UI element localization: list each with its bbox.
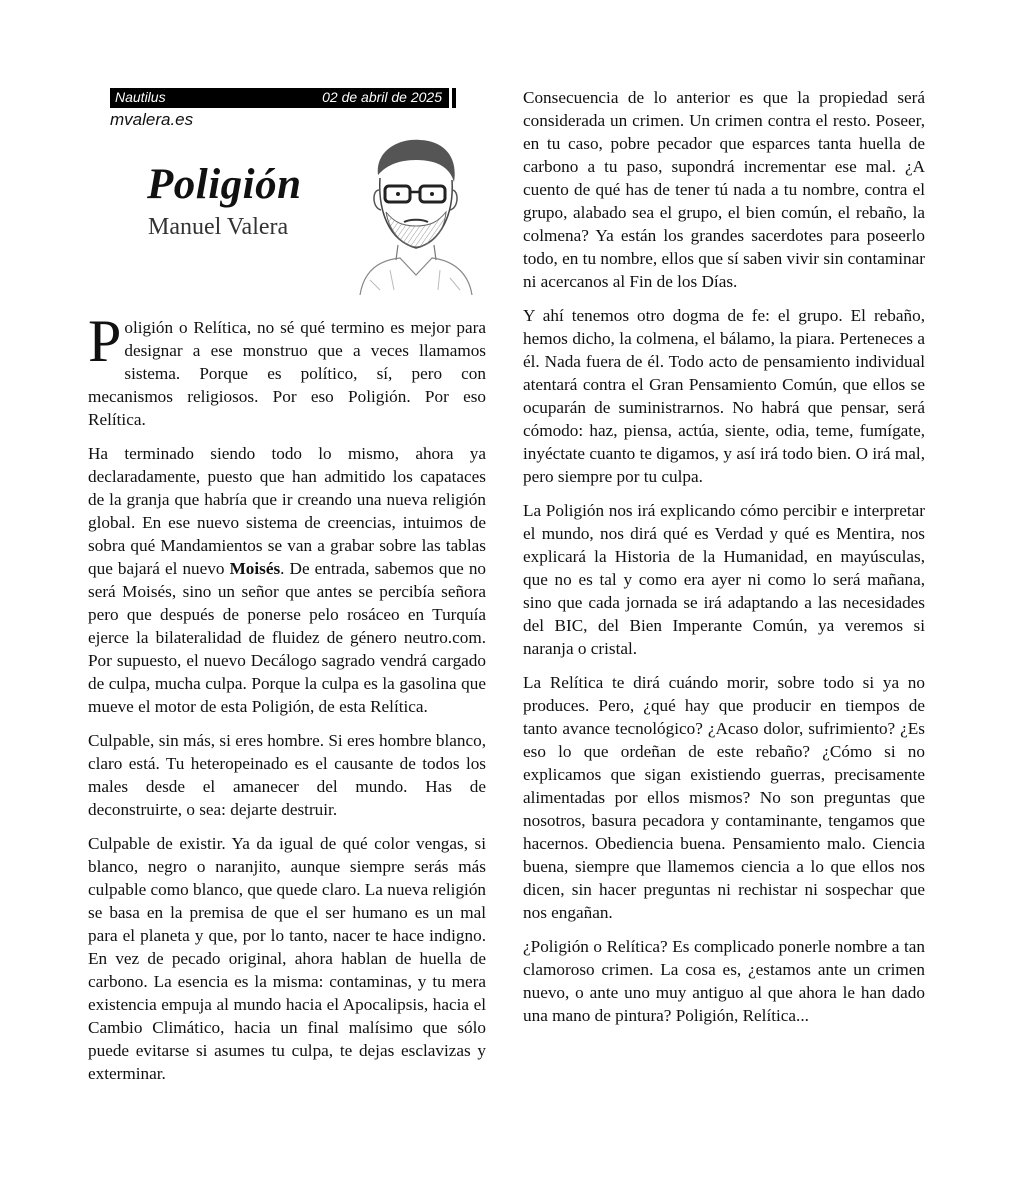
author-portrait-sketch	[350, 130, 480, 295]
paragraph	[88, 308, 486, 431]
bold-name: Moisés	[229, 559, 281, 578]
article-title: Poligión	[147, 161, 302, 208]
paragraph: Culpable, sin más, si eres hombre. Si eres hombre blanco, claro está. Tu heteropeinado es el causante de todos los males desde el amanecer del mundo. Has de deconstruirte, o sea: dejarte destruir.	[88, 731, 486, 819]
article-author: Manuel Valera	[148, 214, 289, 240]
paragraph: Consecuencia de lo anterior es que la propiedad será considerada un crimen. Un crimen contra el resto. Poseer, en tu caso, pobre pecador que esparces tanta huella de carbono a tu paso, supondrá incrementar ese mal. ¿A cuento de qué has de tener tú nada a tu nombre, contra el grupo, alabado sea el grupo, el bien común, el rebaño, la colmena? Ya están los grandes sacerdotes para poseerlo todo, en tu nombre, ellos que sí saben vivir sin contaminar ni acercanos al Fin de los Días.	[523, 88, 925, 291]
publication-name: Nautilus	[115, 89, 166, 105]
paragraph: Culpable de existir. Ya da igual de qué color vengas, si blanco, negro o naranjito, aunque siempre serás más culpable como blanco, que quede claro. La nueva religión se basa en la premisa de que el ser humano es un mal para el planeta y que, por lo tanto, nacer te hace indigno. En vez de pecado original, ahora hablan de huella de carbono. La esencia es la misma: contaminas, y tu mera existencia empuja al mundo hacia el Apocalipsis, hacia el Cambio Climático, hacia un final malísimo que sólo puede evitarse si asumes tu culpa, te dejas esclavizas y exterminar.	[88, 834, 487, 1083]
paragraph: ¿Poligión o Relítica? Es complicado ponerle nombre a tan clamoroso crimen. La cosa es, ¿estamos ante un crimen nuevo, o ante uno muy antiguo al que ahora le han dado una mano de pintura? Poligión, Relítica...	[523, 937, 925, 1025]
paragraph: Y ahí tenemos otro dogma de fe: el grupo. El rebaño, hemos dicho, la colmena, el bálamo, la piara. Perteneces a él. Nada fuera de él. Todo acto de pensamiento individual atentará contra el Gran Pensamiento Común, que ellos se ocuparán de suministrarnos. No habrá que pensar, será cómodo: haz, piensa, actúa, siente, odia, teme, fumígate, inyéctate cuanto te digamos, y así irá todo bien. O irá mal, pero siempre por tu culpa.	[523, 306, 925, 486]
masthead-divider	[449, 88, 452, 108]
publication-date: 02 de abril de 2025	[322, 89, 442, 105]
paragraph-text: oligión o Relítica, no sé qué termino es mejor para designar a ese monstruo que a veces llamamos sistema. Porque es político, sí, pero con mecanismos religiosos. Por eso Poligión. Por eso Relítica.	[88, 318, 486, 429]
left-column	[88, 308, 487, 1096]
paragraph	[88, 442, 486, 718]
paragraph: La Poligión nos irá explicando cómo percibir e interpretar el mundo, nos dirá qué es Verdad y qué es Mentira, nos explicará la Historia de la Humanidad, en mayúsculas, que no es tal y como era ayer ni como lo será mañana, sino que cada jornada se irá adaptando a las necesidades del BIC, del Bien Imperante Común, ya veremos si naranja o cristal.	[523, 501, 925, 658]
right-column	[523, 86, 925, 1038]
drop-cap: P	[88, 308, 122, 374]
masthead-bar	[110, 88, 456, 108]
paragraph-text: . De entrada, sabemos que no será Moisés, sino un señor que antes se percibía señora pero que después de ponerse pelo rosáceo en Turquía ejerce la bilateralidad de fluidez de género neutro.com. Por supuesto, el nuevo Decálogo sagrado vendrá cargado de culpa, mucha culpa. Porque la culpa es la gasolina que mueve el motor de esta Poligión, de esta Relítica.	[88, 559, 487, 716]
paragraph: La Relítica te dirá cuándo morir, sobre todo si ya no produces. Pero, ¿qué hay que producir en tiempos de tanto avance tecnológico? ¿Acaso dolor, sufrimiento? ¿Es eso lo que ordeñan de este rebaño? ¿Cómo si no explicamos que sigan existiendo guerras, precisamente alimentadas por ellos mismos? No son preguntas que nosotros, basura pecadora y contaminante, tengamos que hacernos. Obediencia buena. Pensamiento malo. Ciencia buena, siempre que llamemos ciencia a lo que ellos nos dicen, sin hacer preguntas ni rechistar ni sospechar que nos engañan.	[523, 673, 925, 922]
site-name: mvalera.es	[110, 110, 194, 129]
paragraph-text: Ha terminado siendo todo lo mismo, ahora ya declaradamente, puesto que han admitido los capataces de la granja que habría que ir creando una nueva religión global. En ese nuevo sistema de creencias, intuimos de sobra qué Mandamientos se van a grabar sobre las tablas que bajará el nuevo	[88, 444, 486, 578]
